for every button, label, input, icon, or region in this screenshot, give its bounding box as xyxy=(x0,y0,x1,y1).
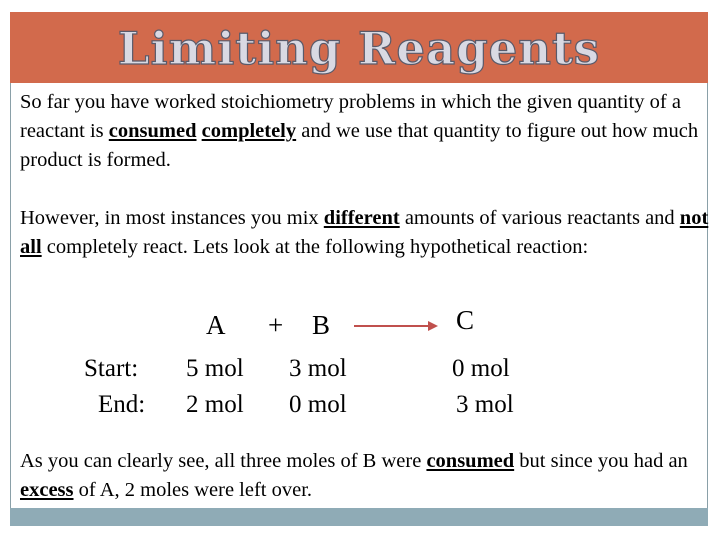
emphasis-not: not xyxy=(679,207,709,229)
end-c-value: 3 mol xyxy=(456,391,514,418)
end-label: End: xyxy=(98,391,146,418)
text: amounts of various reactants and xyxy=(399,207,680,229)
emphasis-all: all xyxy=(20,236,42,258)
start-a-value: 5 mol xyxy=(186,355,244,382)
plus-sign: + xyxy=(268,310,284,340)
text: So far you have worked stoichiometry problems in which the given quantity of a reactant is xyxy=(20,91,681,142)
emphasis-completely: completely xyxy=(201,120,297,142)
start-b-value: 3 mol xyxy=(289,355,347,382)
reaction-arrow xyxy=(352,316,440,336)
emphasis-different: different xyxy=(323,207,400,229)
emphasis-excess: excess xyxy=(20,479,74,501)
text: of A, 2 moles were left over. xyxy=(73,479,313,501)
reactant-a: A xyxy=(206,310,226,340)
end-a-value: 2 mol xyxy=(186,391,244,418)
intro-paragraph xyxy=(20,88,710,175)
start-c-value: 0 mol xyxy=(452,355,510,382)
conclusion-paragraph xyxy=(20,447,710,505)
emphasis-consumed: consumed xyxy=(426,450,515,472)
text: As you can clearly see, all three moles of B were xyxy=(20,450,427,472)
text: However, in most instances you mix xyxy=(20,207,324,229)
start-label: Start: xyxy=(84,355,139,382)
slide-title: Limiting Reagents xyxy=(117,22,601,75)
however-paragraph xyxy=(20,204,710,262)
text: completely react. Lets look at the following hypothetical reaction: xyxy=(41,236,589,258)
product-c: C xyxy=(456,305,475,335)
reactant-b: B xyxy=(312,310,331,340)
text: and we use that quantity to figure out how much product is formed. xyxy=(20,120,699,171)
emphasis-consumed: consumed xyxy=(108,120,197,142)
text: but since you had an xyxy=(514,450,688,472)
end-b-value: 0 mol xyxy=(289,391,347,418)
footer-bar xyxy=(10,508,708,526)
title-bar xyxy=(10,12,708,83)
